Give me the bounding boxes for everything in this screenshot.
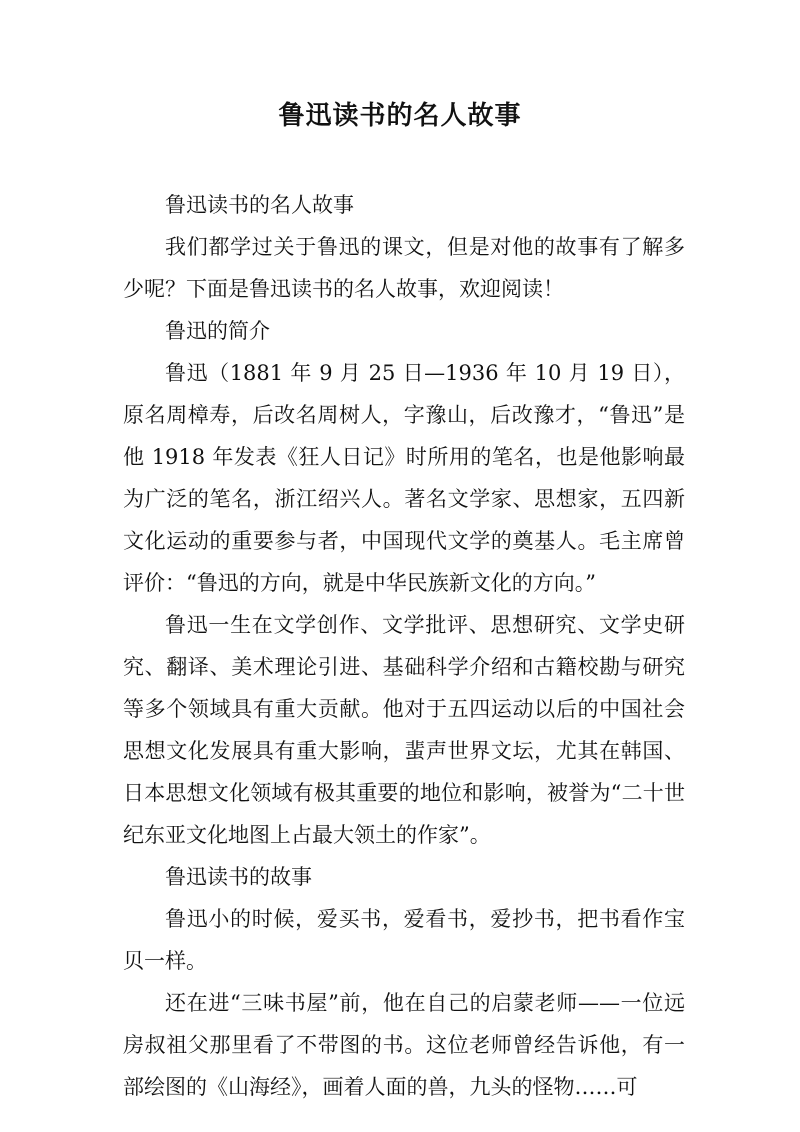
- story-paragraph-2: 还在进“三味书屋”前，他在自己的启蒙老师——一位远房叔祖父那里看了不带图的书。这位老师曾经告诉他，有一部绘图的《山海经》，画着人面的兽，九头的怪物……可: [123, 991, 685, 1099]
- section-heading-bio: 鲁迅的简介: [165, 319, 270, 343]
- bio-paragraph: 鲁迅（1881 年 9 月 25 日—1936 年 10 月 19 日），原名周樟寿，后改名周树人，字豫山，后改豫才，“鲁迅”是他 1918 年发表《狂人日记》时所用的笔名，也是他影响最为广泛的笔名，浙江绍兴人。著名文学家、思想家，五四新文化运动的重要参与者，中国现代文学的奠基人。毛主席曾评价：“鲁迅的方向，就是中华民族新文化的方向。”: [123, 361, 685, 595]
- story-paragraph-1: 鲁迅小的时候，爱买书，爱看书，爱抄书，把书看作宝贝一样。: [123, 907, 685, 973]
- intro-paragraph: 我们都学过关于鲁迅的课文，但是对他的故事有了解多少呢？下面是鲁迅读书的名人故事，欢迎阅读！: [123, 235, 685, 301]
- section-heading-story: 鲁迅读书的故事: [165, 865, 312, 889]
- contribution-paragraph: 鲁迅一生在文学创作、文学批评、思想研究、文学史研究、翻译、美术理论引进、基础科学介绍和古籍校勘与研究等多个领域具有重大贡献。他对于五四运动以后的中国社会思想文化发展具有重大影响，蜚声世界文坛，尤其在韩国、日本思想文化领域有极其重要的地位和影响，被誉为“二十世纪东亚文化地图上占最大领土的作家”。: [123, 613, 685, 847]
- subtitle-paragraph: 鲁迅读书的名人故事: [165, 193, 354, 217]
- document-body: [123, 184, 685, 1108]
- document-title: 鲁迅读书的名人故事: [278, 101, 522, 131]
